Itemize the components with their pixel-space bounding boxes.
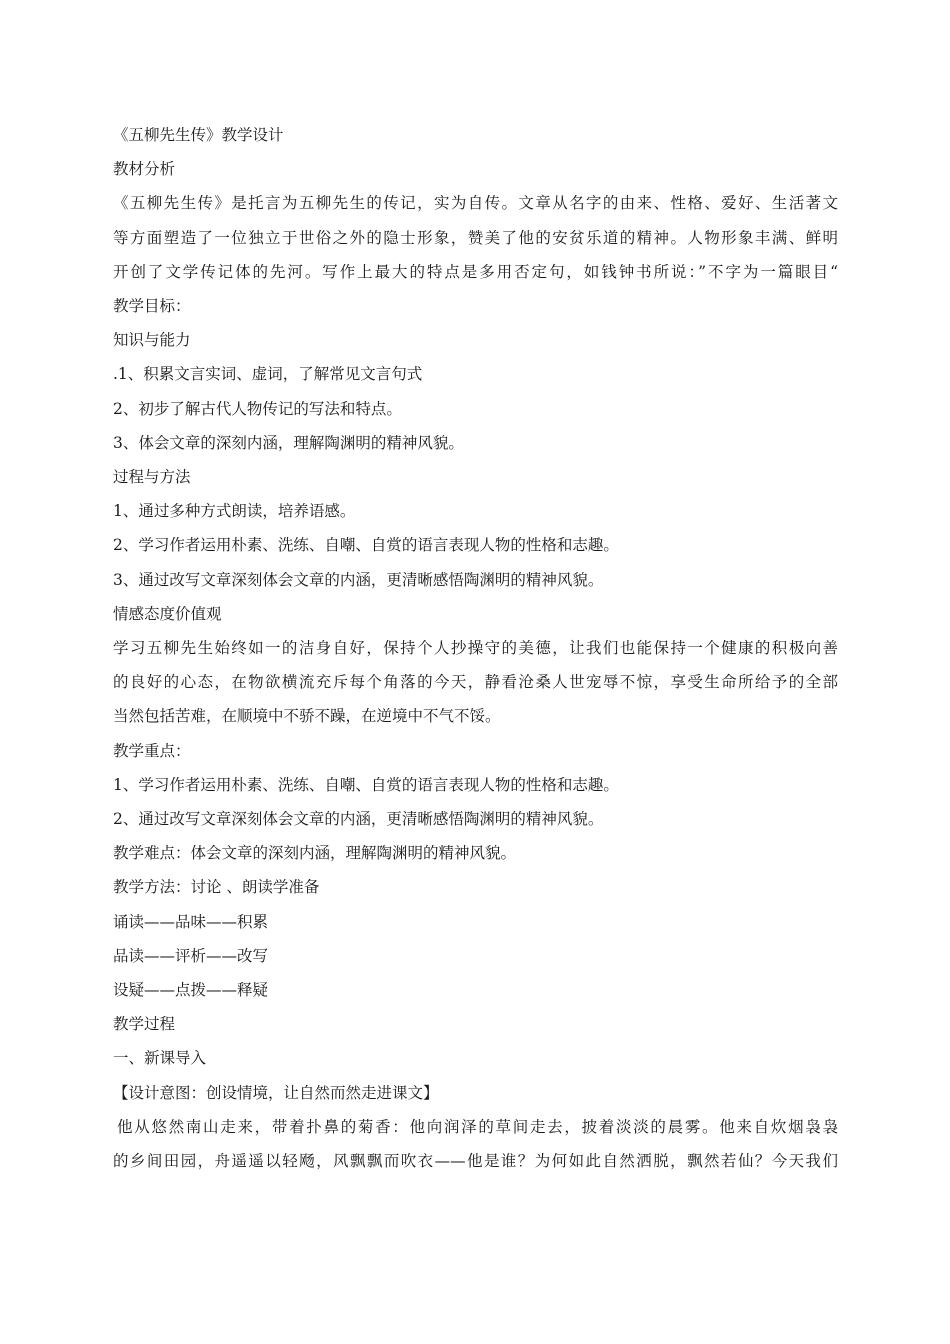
section-heading-goals: 教学目标：: [113, 297, 191, 316]
document-title: 《五柳先生传》教学设计: [113, 126, 284, 144]
method-step: 诵读——品味——积累: [113, 912, 269, 931]
document-page: [113, 118, 838, 1178]
subheading-process: 过程与方法: [113, 468, 191, 487]
paragraph-line: 他从悠然南山走来，带着扑鼻的菊香：他向润泽的草间走去，披着淡淡的晨雾。他来自炊烟袅袅: [117, 1117, 838, 1136]
list-item: 2、初步了解古代人物传记的写法和特点。: [113, 399, 402, 418]
material-paragraph: [113, 186, 838, 289]
method-line: 教学方法：讨论 、朗读学准备: [113, 878, 320, 897]
paragraph-line: 学习五柳先生始终如一的洁身自好，保持个人抄操守的美德，让我们也能保持一个健康的积极向善: [113, 639, 838, 658]
section-heading-material: 教材分析: [113, 160, 176, 179]
list-item: 2、通过改写文章深刻体会文章的内涵，更清晰感悟陶渊明的精神风貌。: [113, 810, 604, 829]
method-step: 设疑——点拨——释疑: [113, 981, 269, 1000]
paragraph-line: 等方面塑造了一位独立于世俗之外的隐士形象，赞美了他的安贫乐道的精神。人物形象丰满、鲜明: [113, 228, 838, 247]
paragraph-line: 开创了文学传记体的先河。写作上最大的特点是多用否定句，如钱钟书所说：”不字为一篇眼目“: [113, 262, 838, 281]
subheading-emotion: 情感态度价值观: [113, 604, 222, 623]
list-item: 3、通过改写文章深刻体会文章的内涵，更清晰感悟陶渊明的精神风貌。: [113, 570, 604, 589]
method-step: 品读——评析——改写: [113, 946, 269, 965]
list-item: 1、通过多种方式朗读，培养语感。: [113, 502, 356, 521]
list-item: .1、积累文言实词、虚词，了解常见文言句式: [113, 365, 423, 384]
difficulty-line: 教学难点：体会文章的深刻内涵，理解陶渊明的精神风貌。: [113, 844, 517, 863]
list-item: 2、学习作者运用朴素、洗练、自嘲、自赏的语言表现人物的性格和志趣。: [113, 536, 619, 555]
emotion-paragraph: [113, 631, 838, 734]
design-intent: 【设计意图：创设情境，让自然而然走进课文】: [113, 1083, 439, 1102]
section-heading-key: 教学重点：: [113, 741, 191, 760]
list-item: 3、体会文章的深刻内涵，理解陶渊明的精神风貌。: [113, 433, 464, 452]
step-heading: 一、新课导入: [113, 1049, 207, 1068]
paragraph-line: 《五柳先生传》是托言为五柳先生的传记，实为自传。文章从名字的由来、性格、爱好、生活著文: [113, 194, 838, 213]
paragraph-line: 的乡间田园，舟遥遥以轻飏，风飘飘而吹衣——他是谁？为何如此自然洒脱，飘然若仙？今天我们: [113, 1152, 838, 1171]
section-heading-process: 教学过程: [113, 1015, 176, 1034]
paragraph-line: 当然包括苦难，在顺境中不骄不躁，在逆境中不气不馁。: [113, 707, 501, 726]
paragraph-line: 的良好的心态，在物欲横流充斥每个角落的今天，静看沧桑人世宠辱不惊，享受生命所给予的全部: [113, 673, 838, 692]
intro-paragraph: [113, 1110, 838, 1178]
subheading-knowledge: 知识与能力: [113, 331, 191, 350]
list-item: 1、学习作者运用朴素、洗练、自嘲、自赏的语言表现人物的性格和志趣。: [113, 775, 619, 794]
